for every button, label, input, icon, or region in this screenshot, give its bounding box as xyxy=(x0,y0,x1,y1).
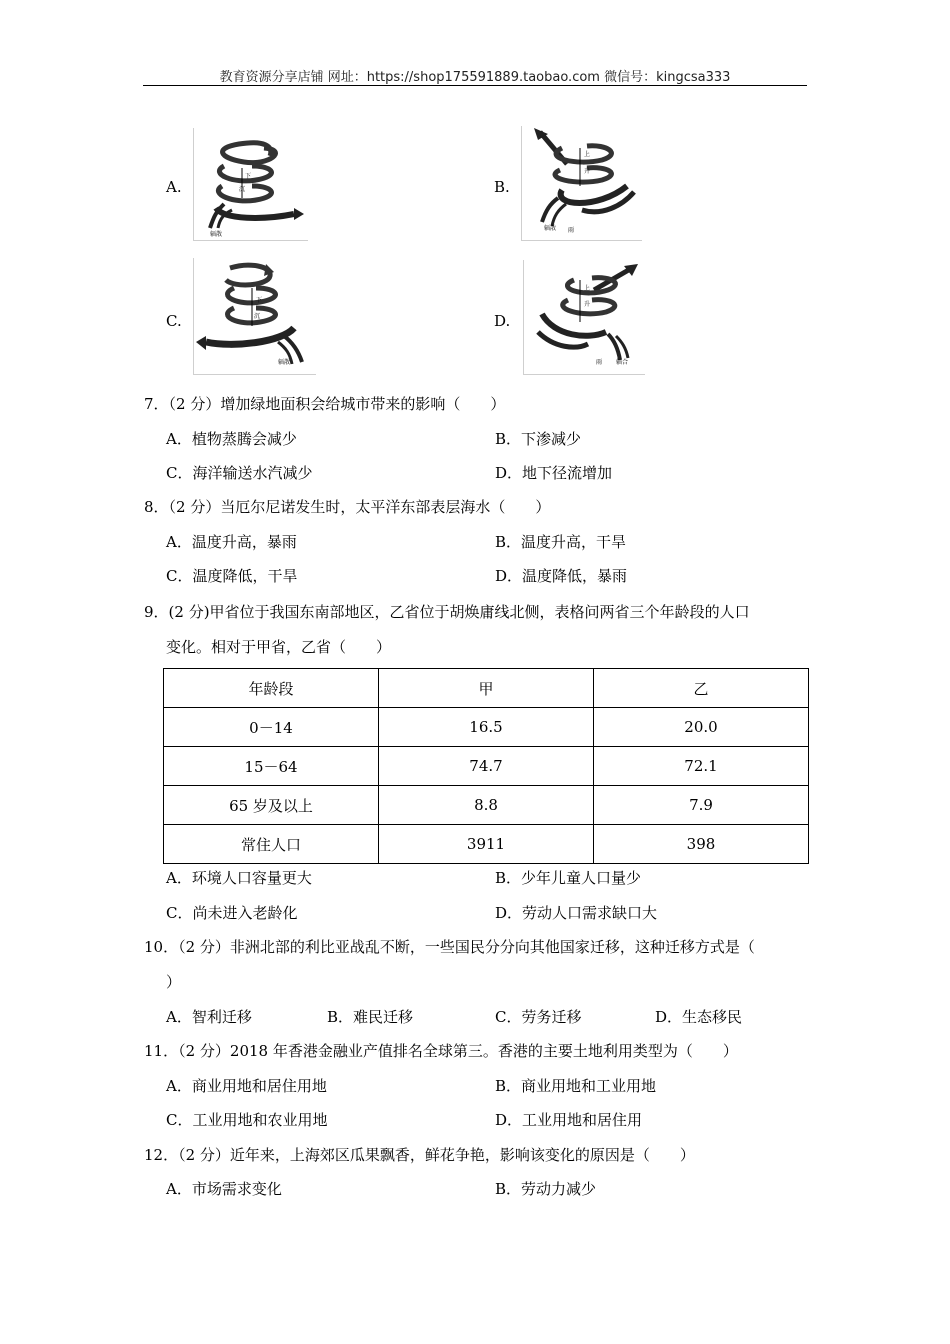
figure-c-sinking-spiral xyxy=(193,258,316,375)
figure-c-bottom-label: 辐散 xyxy=(278,359,291,366)
q10-option-d[interactable]: D．生态移民 xyxy=(655,1008,743,1026)
figure-c-arrow-label-1: 下 xyxy=(256,297,263,304)
q11-option-c[interactable]: C．工业用地和农业用地 xyxy=(166,1111,328,1129)
figure-d-arrow-label-2: 升 xyxy=(584,301,591,308)
figure-a-bottom-label: 辐散 xyxy=(210,231,223,238)
figure-a-arrow-label-1: 下 xyxy=(245,173,252,180)
q8-option-b[interactable]: B．温度升高，干旱 xyxy=(495,533,627,551)
table-header-cell: 年龄段 xyxy=(164,669,379,708)
header-rule xyxy=(143,85,807,86)
q12-option-b[interactable]: B．劳动力减少 xyxy=(495,1180,597,1198)
table-cell: 65 岁及以上 xyxy=(164,786,379,825)
table-header-cell: 甲 xyxy=(379,669,594,708)
q8-option-d[interactable]: D．温度降低，暴雨 xyxy=(495,567,628,585)
table-row xyxy=(164,786,809,825)
q10-option-a[interactable]: A．智利迁移 xyxy=(166,1008,252,1026)
table-cell: 398 xyxy=(594,825,809,864)
figure-b-bottom-label-1: 辐散 xyxy=(544,225,557,232)
q7-option-b[interactable]: B．下渗减少 xyxy=(495,430,582,448)
q9-stem-line-1: 9．(2 分)甲省位于我国东南部地区，乙省位于胡焕庸线北侧，表格问两省三个年龄段的人口 xyxy=(144,603,750,621)
q10-option-c[interactable]: C．劳务迁移 xyxy=(495,1008,582,1026)
table-cell: 72.1 xyxy=(594,747,809,786)
figure-c-arrow-label-2: 沉 xyxy=(254,313,261,320)
q7-option-a[interactable]: A．植物蒸腾会减少 xyxy=(166,430,297,448)
page-header: 教育资源分享店铺 网址：https://shop175591889.taobao.com 微信号：kingcsa333 xyxy=(219,70,731,85)
q12-option-a[interactable]: A．市场需求变化 xyxy=(166,1180,282,1198)
q9-option-b[interactable]: B．少年儿童人口量少 xyxy=(495,869,642,887)
q11-option-b[interactable]: B．商业用地和工业用地 xyxy=(495,1077,657,1095)
q10-stem-line-2: ） xyxy=(166,973,182,991)
q7-option-d[interactable]: D．地下径流增加 xyxy=(495,464,613,482)
q10-stem-line-1: 10．（2 分）非洲北部的利比亚战乱不断，一些国民分分向其他国家迁移，这种迁移方式是（ xyxy=(144,938,755,956)
table-header-row xyxy=(164,669,809,708)
q11-option-d[interactable]: D．工业用地和居住用 xyxy=(495,1111,643,1129)
figure-d-rising-spiral xyxy=(523,260,645,375)
figure-b-arrow-label-2: 升 xyxy=(584,168,591,175)
table-cell: 15－64 xyxy=(164,747,379,786)
population-table xyxy=(163,668,809,864)
table-cell: 0－14 xyxy=(164,708,379,747)
figure-option-d-label: D. xyxy=(494,312,511,330)
table-cell: 74.7 xyxy=(379,747,594,786)
figure-d-arrow-label-1: 上 xyxy=(584,285,591,292)
figure-b-rising-spiral xyxy=(521,126,642,241)
q9-stem-line-2: 变化。相对于甲省，乙省（ ） xyxy=(166,638,392,656)
q11-option-a[interactable]: A．商业用地和居住用地 xyxy=(166,1077,327,1095)
q12-stem: 12．（2 分）近年来，上海郊区瓜果飘香，鲜花争艳，影响该变化的原因是（ ） xyxy=(144,1146,695,1164)
q9-option-d[interactable]: D．劳动人口需求缺口大 xyxy=(495,904,658,922)
q9-option-a[interactable]: A．环境人口容量更大 xyxy=(166,869,312,887)
figure-a-sinking-spiral xyxy=(193,128,308,241)
table-header-cell: 乙 xyxy=(594,669,809,708)
q8-stem: 8．（2 分）当厄尔尼诺发生时，太平洋东部表层海水（ ） xyxy=(144,498,551,516)
q9-option-c[interactable]: C．尚未进入老龄化 xyxy=(166,904,298,922)
q8-option-a[interactable]: A．温度升高，暴雨 xyxy=(166,533,297,551)
q11-stem: 11．（2 分）2018 年香港金融业产值排名全球第三。香港的主要土地利用类型为（ ） xyxy=(144,1042,738,1060)
table-row xyxy=(164,747,809,786)
figure-b-arrow-label-1: 上 xyxy=(584,151,591,158)
q7-option-c[interactable]: C．海洋输送水汽减少 xyxy=(166,464,313,482)
table-cell: 8.8 xyxy=(379,786,594,825)
figure-b-bottom-label-2: 雨 xyxy=(568,227,575,234)
figure-d-bottom-label-1: 雨 xyxy=(596,359,603,366)
q7-stem: 7．（2 分）增加绿地面积会给城市带来的影响（ ） xyxy=(144,395,506,413)
table-cell: 常住人口 xyxy=(164,825,379,864)
table-row xyxy=(164,825,809,864)
table-cell: 16.5 xyxy=(379,708,594,747)
figure-option-a-label: A. xyxy=(166,178,182,196)
table-cell: 3911 xyxy=(379,825,594,864)
figure-a-arrow-label-2: 沉 xyxy=(239,186,246,193)
figure-option-b-label: B. xyxy=(494,178,510,196)
figure-option-c-label: C. xyxy=(166,312,182,330)
q10-option-b[interactable]: B．难民迁移 xyxy=(327,1008,414,1026)
table-cell: 20.0 xyxy=(594,708,809,747)
figure-d-bottom-label-2: 辐合 xyxy=(616,359,629,366)
q8-option-c[interactable]: C．温度降低，干旱 xyxy=(166,567,298,585)
table-cell: 7.9 xyxy=(594,786,809,825)
table-row xyxy=(164,708,809,747)
